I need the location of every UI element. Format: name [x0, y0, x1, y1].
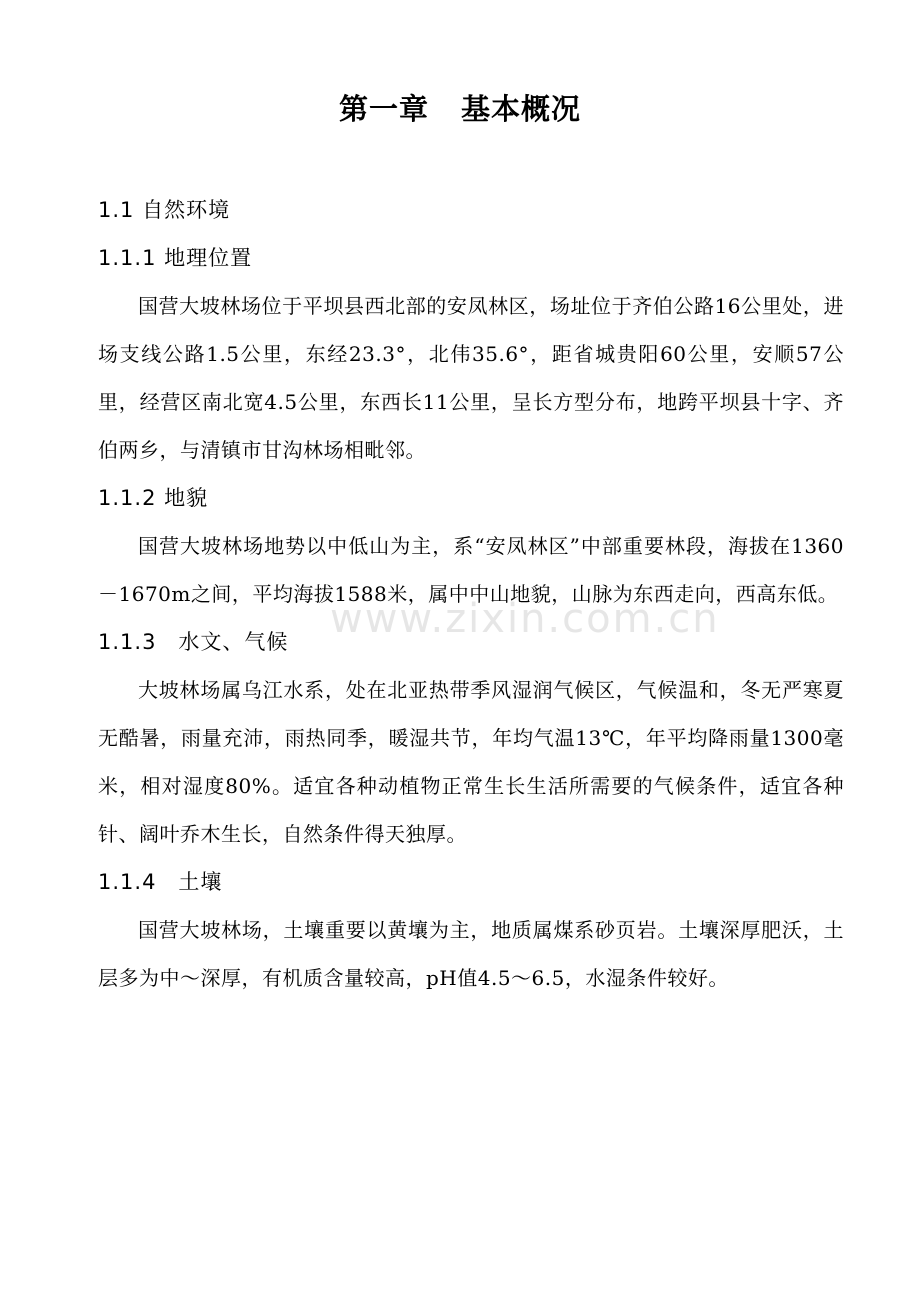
paragraph-soil: 国营大坡林场，土壤重要以黄壤为主，地质属煤系砂页岩。土壤深厚肥沃，土层多为中～深厚，有机质含量较高，pH值4.5～6.5，水湿条件较好。 [98, 918, 844, 990]
document-body [98, 186, 844, 1002]
paragraph-location: 国营大坡林场位于平坝县西北部的安凤林区，场址位于齐伯公路16公里处，进场支线公路1.5公里，东经23.3°，北伟35.6°，距省城贵阳60公里，安顺57公里，经营区南北宽4.5公里，东西长11公里，呈长方型分布，地跨平坝县十字、齐伯两乡，与清镇市甘沟林场相毗邻。 [98, 294, 844, 462]
chapter-title [0, 84, 920, 134]
watermark-text: www.zixin.com.cn [330, 596, 720, 642]
section-heading-hydrology-climate: 1.1.3 水文、气候 [98, 630, 289, 654]
paragraph-hydrology-climate: 大坡林场属乌江水系，处在北亚热带季风湿润气候区，气候温和，冬无严寒夏无酷暑，雨量充沛，雨热同季，暖湿共节，年均气温13℃，年平均降雨量1300毫米，相对湿度80%。适宜各种动植物正常生长生活所需要的气候条件，适宜各种针、阔叶乔木生长，自然条件得天独厚。 [98, 678, 844, 846]
chapter-number: 第一章 [338, 92, 429, 126]
section-heading-soil: 1.1.4 土壤 [98, 870, 223, 894]
chapter-name: 基本概况 [461, 92, 582, 126]
section-heading-landform: 1.1.2 地貌 [98, 486, 209, 510]
section-heading-location: 1.1.1 地理位置 [98, 246, 253, 270]
paragraph-landform: 国营大坡林场地势以中低山为主，系“安凤林区”中部重要林段，海拔在1360－1670m之间，平均海拔1588米，属中中山地貌，山脉为东西走向，西高东低。 [98, 534, 844, 606]
section-heading-natural-environment: 1.1 自然环境 [98, 198, 231, 222]
